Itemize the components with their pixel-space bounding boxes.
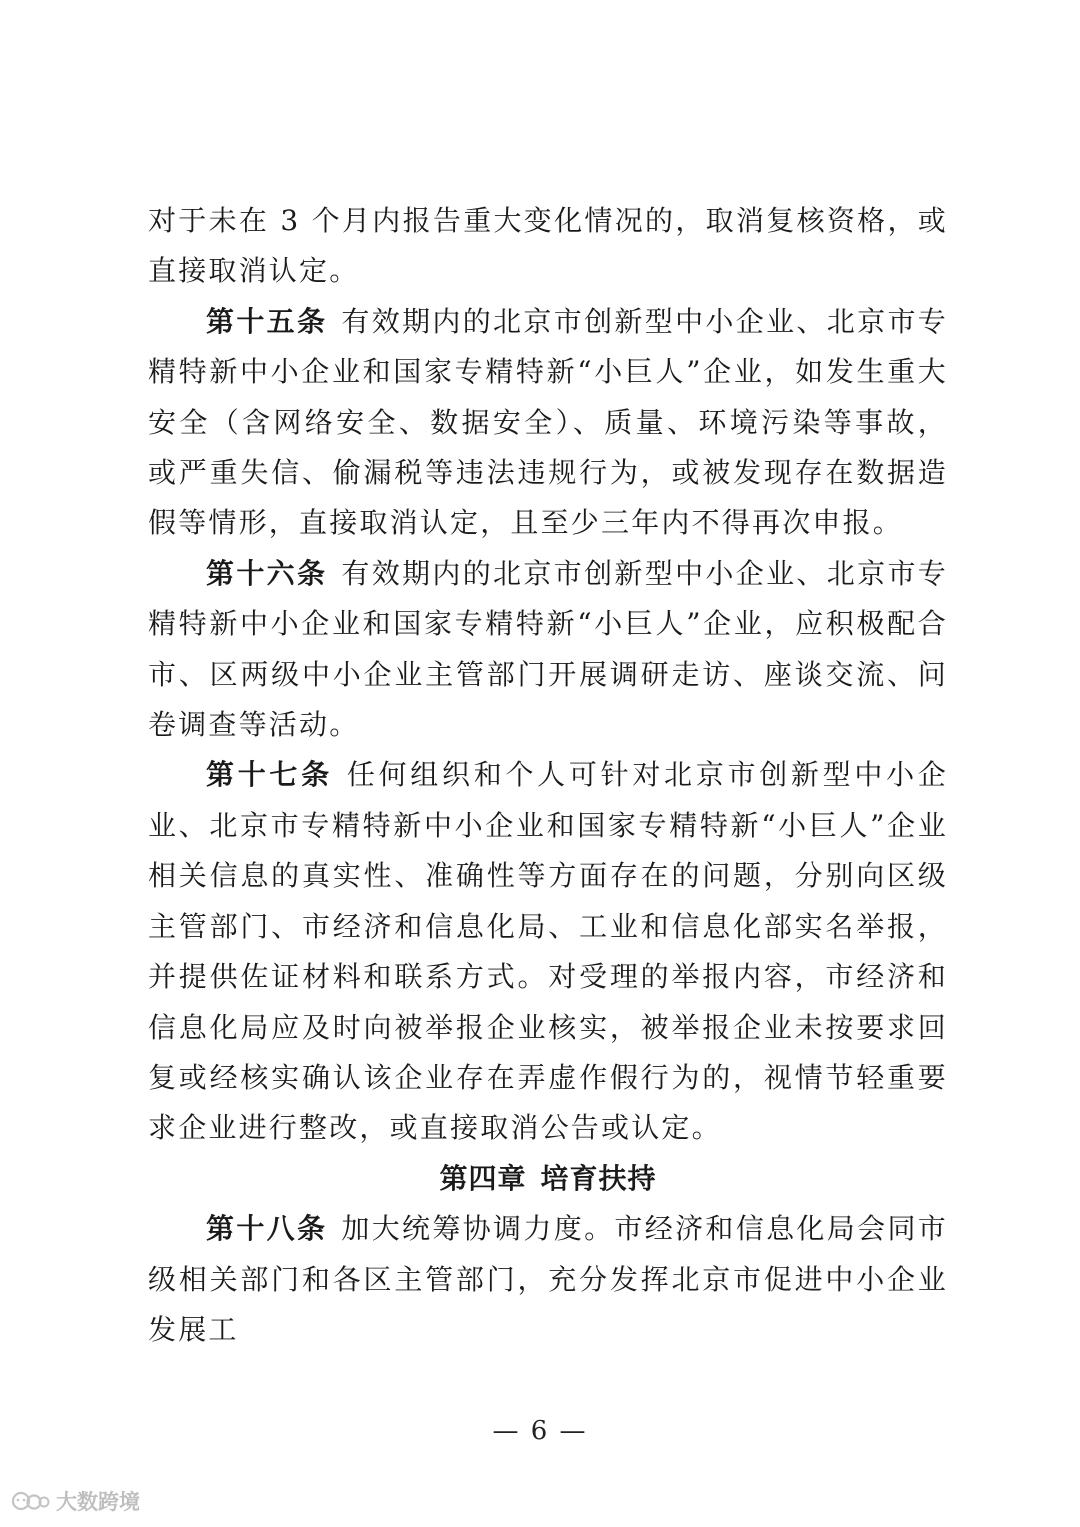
chapter-number: 第四章 xyxy=(439,1161,527,1195)
article-text: 有效期内的北京市创新型中小企业、北京市专精特新中小企业和国家专精特新“小巨人”企业，应积极配合市、区两级中小企业主管部门开展调研走访、座谈交流、问卷调查等活动。 xyxy=(148,556,948,742)
article-text: 加大统筹协调力度。市经济和信息化局会同市级相关部门和各区主管部门，充分发挥北京市促进中小企业发展工 xyxy=(148,1212,948,1346)
article-15 xyxy=(148,297,948,549)
watermark-text: 大数跨境 xyxy=(56,1490,140,1514)
chapter-title: 培育扶持 xyxy=(540,1161,657,1195)
article-text: 有效期内的北京市创新型中小企业、北京市专精特新中小企业和国家专精特新“小巨人”企业，如发生重大安全（含网络安全、数据安全）、质量、环境污染等事故，或严重失信、偷漏税等违法违规行为，或被发现存在数据造假等情形，直接取消认定，且至少三年内不得再次申报。 xyxy=(148,304,948,540)
article-text: 任何组织和个人可针对北京市创新型中小企业、北京市专精特新中小企业和国家专精特新“小巨人”企业相关信息的真实性、准确性等方面存在的问题，分别向区级主管部门、市经济和信息化局、工业和信息化部实名举报，并提供佐证材料和联系方式。对受理的举报内容，市经济和信息化局应及时向被举报企业核实，被举报企业未按要求回复或经核实确认该企业存在弄虚作假行为的，视情节轻重要求企业进行整改，或直接取消公告或认定。 xyxy=(148,758,948,1145)
article-label: 第十六条 xyxy=(206,556,328,590)
article-label: 第十七条 xyxy=(206,758,333,792)
article-label: 第十八条 xyxy=(206,1212,328,1246)
page-number: — 6 — xyxy=(492,1416,588,1446)
paragraph-text: 对于未在 3 个月内报告重大变化情况的，取消复核资格，或直接取消认定。 xyxy=(148,204,948,288)
document-body xyxy=(148,196,948,1355)
watermark xyxy=(10,1486,140,1516)
article-18 xyxy=(148,1204,948,1355)
wechat-logo-icon xyxy=(10,1490,50,1512)
article-16 xyxy=(148,549,948,751)
article-label: 第十五条 xyxy=(206,304,328,338)
article-17 xyxy=(148,750,948,1153)
chapter-heading xyxy=(148,1154,948,1204)
paragraph-continuation xyxy=(148,196,948,297)
